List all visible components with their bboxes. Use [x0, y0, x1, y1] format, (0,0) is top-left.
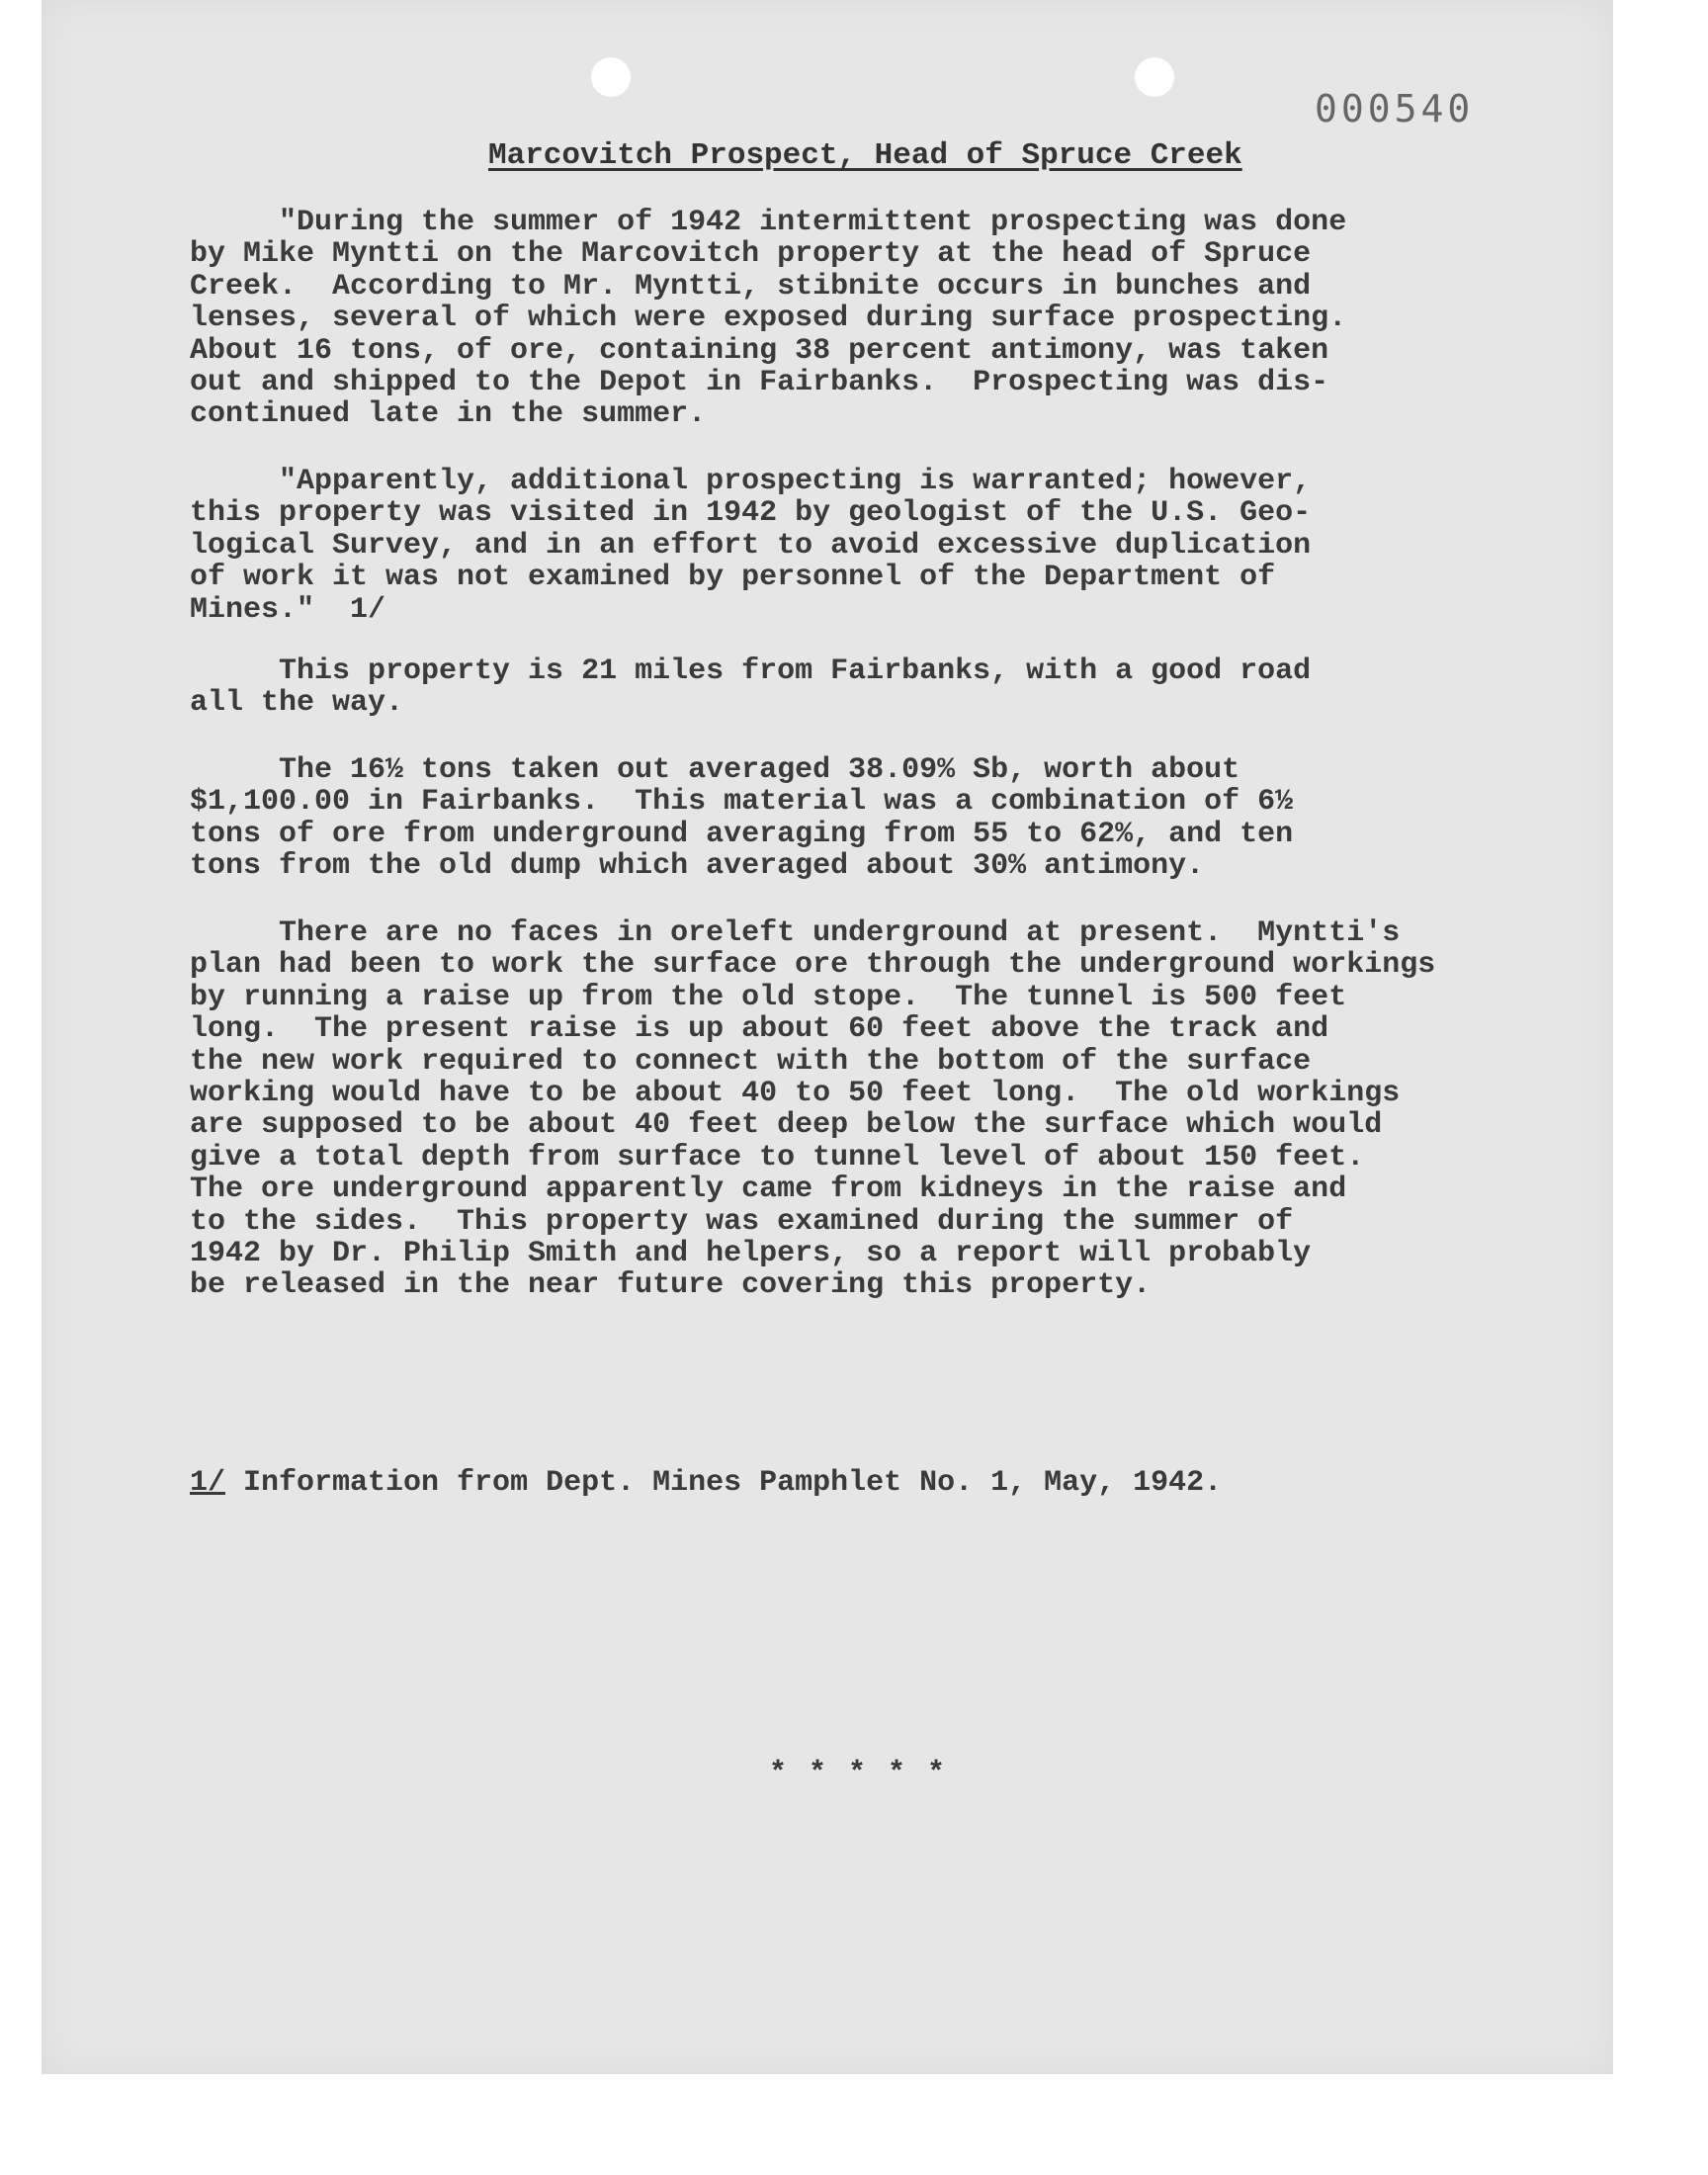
punch-hole-left — [591, 57, 631, 97]
footnote-marker: 1/ — [190, 1466, 226, 1500]
paragraph-4: The 16½ tons taken out averaged 38.09% Sb, worth about $1,100.00 in Fairbanks. This material was a combination of 6½ tons of ore from underground averaging from 55 to 62%, and ten tons from the old dump which averaged about 30% antimony. — [190, 753, 1294, 884]
footnote — [190, 1467, 1222, 1499]
section-separator: * * * * * — [769, 1757, 948, 1790]
paragraph-5: There are no faces in oreleft underground at present. Myntti's plan had been to work the surface ore through the underground workings by running a raise up from the old stope. The tunnel is 500 feet long. The present raise is up about 60 feet above the track and the new work required to connect with the bottom of the surface working would have to be about 40 to 50 feet long. The old workings are supposed to be about 40 feet deep below the surface which would give a total depth from surface to tunnel level of about 150 feet. The ore underground apparently came from kidneys in the raise and to the sides. This property was examined during the summer of 1942 by Dr. Philip Smith and helpers, so a report will probably be released in the near future covering this property. — [190, 916, 1436, 1303]
page-title: Marcovitch Prospect, Head of Spruce Creek — [488, 138, 1242, 173]
punch-hole-right — [1135, 57, 1174, 97]
paragraph-2: "Apparently, additional prospecting is warranted; however, this property was visited in 1942 by geologist of the U.S. Geo- logical Survey, and in an effort to avoid excessive duplication of work it was not examined by personnel of the Department of Mines." 1/ — [190, 465, 1312, 627]
paragraph-1: "During the summer of 1942 intermittent prospecting was done by Mike Myntti on the Marcovitch property at the head of Spruce Creek. According to Mr. Myntti, stibnite occurs in bunches and lenses, several of which were exposed during surface prospecting. About 16 tons, of ore, containing 38 percent antimony, was taken out and shipped to the Depot in Fairbanks. Prospecting was dis- continued late in the summer. — [190, 206, 1347, 432]
paragraph-3: This property is 21 miles from Fairbanks, with a good road all the way. — [190, 654, 1312, 721]
document-number: 000540 — [1315, 87, 1475, 130]
footnote-text: Information from Dept. Mines Pamphlet No. 1, May, 1942. — [225, 1466, 1223, 1500]
